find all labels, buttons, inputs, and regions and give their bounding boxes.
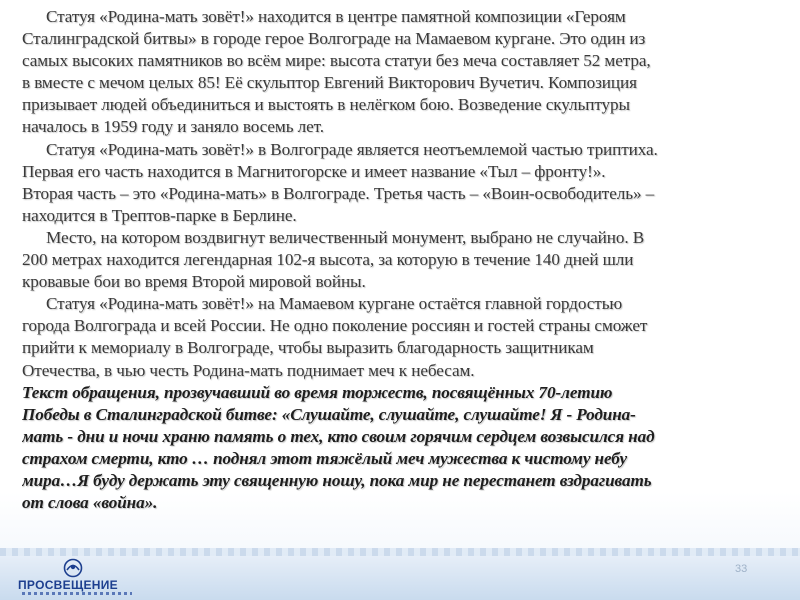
quote-line-4: страхом смерти, кто … поднял этот тяжёлый меч мужества к чистому небу xyxy=(22,448,628,468)
paragraph-1-line-6: началось в 1959 году и заняло восемь лет. xyxy=(22,117,324,137)
logo-emblem-icon xyxy=(62,558,84,578)
quote-line-2: Победы в Сталинградской битве: «Слушайте, слушайте, слушайте! Я - Родина- xyxy=(22,404,636,424)
paragraph-4-line-4: Отечества, в чью честь Родина-мать поднимает меч к небесам. xyxy=(22,360,475,380)
paragraph-2-line-4: находится в Трептов-парке в Берлине. xyxy=(22,205,297,225)
page-number: 33 xyxy=(735,563,748,575)
paragraph-3-line-2: 200 метрах находится легендарная 102-я высота, за которую в течение 140 дней шли xyxy=(22,250,634,270)
quote-line-3: мать - дни и ночи храню память о тех, кто своим горячим сердцем возвысился над xyxy=(22,426,655,446)
quote-line-1: Текст обращения, прозвучавший во время торжеств, посвящённых 70-летию xyxy=(22,382,613,402)
paragraph-2-line-1: Статуя «Родина-мать зовёт!» в Волгограде является неотъемлемой частью триптиха. xyxy=(46,139,658,159)
paragraph-4-line-2: города Волгограда и всей России. Не одно поколение россиян и гостей страны сможет xyxy=(22,316,648,336)
paragraph-1-line-4: в вместе с мечом целых 85! Её скульптор Евгений Викторович Вучетич. Композиция xyxy=(22,73,637,93)
slide-text xyxy=(22,6,778,514)
paragraph-4-line-3: прийти к мемориалу в Волгограде, чтобы выразить благодарность защитникам xyxy=(22,338,594,358)
publisher-logo xyxy=(18,558,148,598)
paragraph-3-line-1: Место, на котором воздвигнут величественный монумент, выбрано не случайно. В xyxy=(46,227,645,247)
paragraph-1-line-3: самых высоких памятников во всём мире: высота статуи без меча составляет 52 метра, xyxy=(22,51,651,71)
paragraph-1-line-2: Сталинградской битвы» в городе герое Волгограде на Мамаевом кургане. Это один из xyxy=(22,29,646,49)
logo-underline xyxy=(22,592,132,595)
paragraph-2-line-2: Первая его часть находится в Магнитогорске и имеет название «Тыл – фронту!». xyxy=(22,161,606,181)
logo-text: ПРОСВЕЩЕНИЕ xyxy=(18,578,118,592)
paragraph-1-line-1: Статуя «Родина-мать зовёт!» находится в центре памятной композиции «Героям xyxy=(46,7,626,26)
paragraph-2-line-3: Вторая часть – это «Родина-мать» в Волгограде. Третья часть – «Воин-освободитель» – xyxy=(22,183,655,203)
footer-decor-stripes xyxy=(0,548,800,556)
paragraph-3-line-3: кровавые бои во время Второй мировой войны. xyxy=(22,272,366,292)
paragraph-1-line-5: призывает людей объединиться и выстоять в нелёгком бою. Возведение скульптуры xyxy=(22,95,630,115)
quote-line-5: мира…Я буду держать эту священную ношу, пока мир не перестанет вздрагивать xyxy=(22,470,652,490)
quote-line-6: от слова «война». xyxy=(22,493,158,513)
paragraph-4-line-1: Статуя «Родина-мать зовёт!» на Мамаевом кургане остаётся главной гордостью xyxy=(46,294,623,314)
